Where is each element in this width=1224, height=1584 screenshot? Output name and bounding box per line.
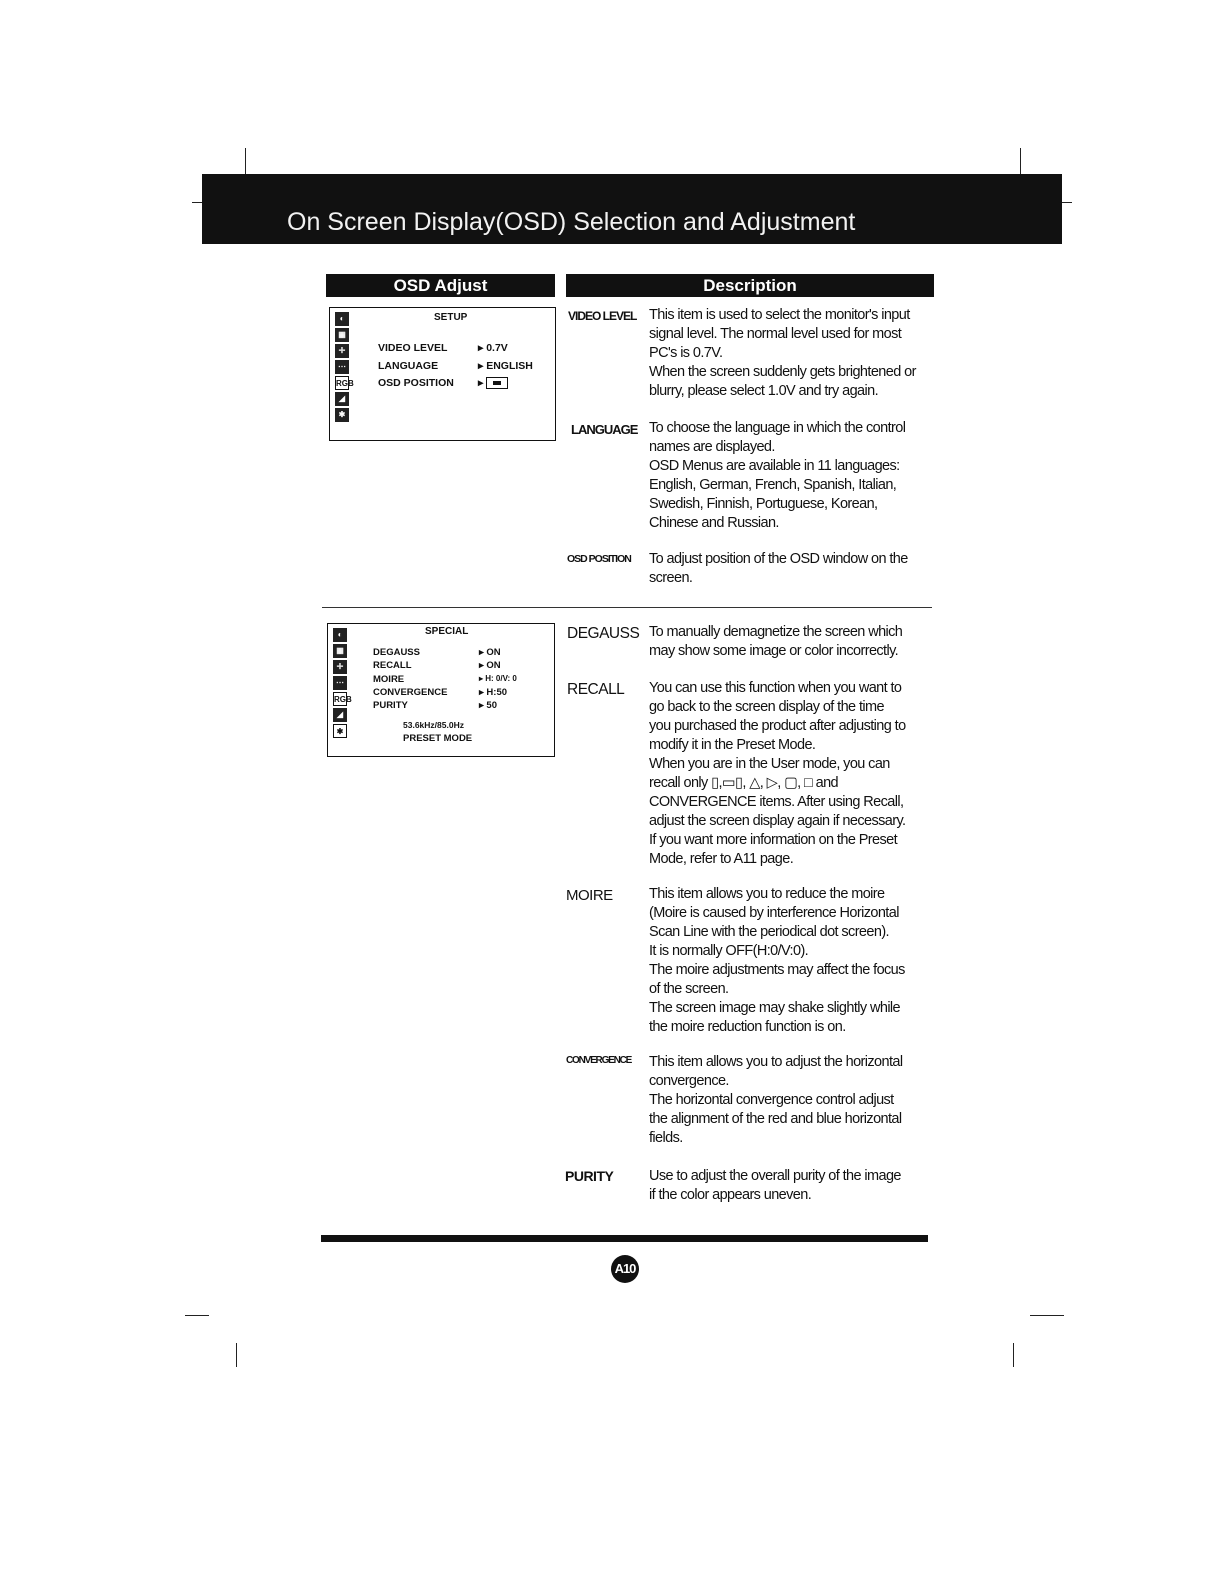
osd-label: RECALL (373, 660, 412, 671)
crop-mark (192, 202, 202, 203)
special-icon: ✱ (333, 724, 347, 738)
dots-icon: ⋯ (333, 676, 347, 690)
term-degauss: DEGAUSS (567, 625, 640, 642)
geometry-icon: ✛ (335, 344, 349, 358)
contrast-icon: ◐ (335, 312, 349, 326)
section-divider (322, 607, 932, 608)
osd-label: MOIRE (373, 674, 405, 685)
osd-label: CONVERGENCE (373, 687, 448, 698)
dots-icon: ⋯ (335, 360, 349, 374)
osd-label: DEGAUSS (373, 647, 420, 658)
desc-video-level: This item is used to select the monitor's input signal level. The normal level used for most PC's is 0.7V. When the screen suddenly gets brightened or blurry, please select 1.0V and try again. (649, 307, 916, 399)
crop-mark (1013, 1343, 1014, 1367)
term-convergence: CONVERGENCE (566, 1055, 632, 1066)
osd-value: ▸ ENGLISH (478, 360, 533, 372)
osd-value: ▸ (478, 377, 508, 389)
column-header-osd-adjust: OSD Adjust (326, 274, 555, 297)
osd-value: ▸ ON (479, 647, 501, 658)
osd-special-menu (327, 623, 555, 757)
osd-setup-menu (329, 307, 556, 441)
term-moire: MOIRE (566, 887, 613, 904)
osd-value: ▸ H: 0/V: 0 (479, 674, 517, 683)
page-number-badge: A10 (611, 1255, 639, 1283)
desc-recall: You can use this function when you want to go back to the screen display of the time you purchased the product after adjusting to modify it in the Preset Mode. When you are in the User mode, you can recall only ▯,▭▯, △, ▷, ▢, □ and CONVERGENCE items. After using Recall, adjust the screen display again if necessary. If you want more information on the Preset Mode, refer to A11 page. (649, 680, 906, 867)
osd-mode: PRESET MODE (403, 733, 473, 744)
position-icon: ◢ (333, 708, 347, 722)
osd-label: PURITY (373, 700, 408, 711)
osd-value: ▸ H:50 (479, 687, 508, 698)
osd-label: VIDEO LEVEL (378, 342, 448, 354)
crop-mark (185, 1315, 209, 1316)
osd-frequency: 53.6kHz/85.0Hz (403, 720, 464, 730)
term-video-level: VIDEO LEVEL (568, 309, 637, 323)
crop-mark (245, 148, 246, 174)
osd-value: ▸ 50 (479, 700, 497, 711)
osd-position-icon (486, 377, 508, 389)
column-header-description: Description (566, 274, 934, 297)
page-title: On Screen Display(OSD) Selection and Adjustment (287, 208, 856, 236)
osd-icon-strip (330, 308, 358, 440)
osd-label: LANGUAGE (378, 360, 439, 372)
crop-mark (1062, 202, 1072, 203)
image-icon: ▦ (333, 644, 347, 658)
desc-degauss: To manually demagnetize the screen which may show some image or color incorrectly. (649, 624, 903, 659)
desc-purity: Use to adjust the overall purity of the image if the color appears uneven. (649, 1168, 901, 1203)
desc-osd-position: To adjust position of the OSD window on the screen. (649, 551, 908, 586)
term-language: LANGUAGE (571, 422, 638, 437)
osd-setup-title: SETUP (434, 312, 468, 323)
term-osd-position: OSD POSITION (567, 553, 631, 565)
position-icon: ◢ (335, 392, 349, 406)
osd-value: ▸ 0.7V (478, 342, 508, 354)
title-bar (202, 174, 1062, 244)
geometry-icon: ✛ (333, 660, 347, 674)
contrast-icon: ◐ (333, 628, 347, 642)
term-recall: RECALL (567, 681, 625, 698)
desc-moire: This item allows you to reduce the moire (Moire is caused by interference Horizontal Scan Line with the periodical dot screen). It is normally OFF(H:0/V:0). The moire adjustments may affect the focus of the screen. The screen image may shake slightly while the moire reduction function is on. (649, 886, 905, 1035)
osd-special-title: SPECIAL (425, 626, 469, 637)
crop-mark (236, 1343, 237, 1367)
osd-value: ▸ ON (479, 660, 501, 671)
special-icon: ✱ (335, 408, 349, 422)
crop-mark (1020, 148, 1021, 174)
osd-icon-strip (328, 624, 356, 756)
rgb-icon: RGB (335, 376, 349, 390)
image-icon: ▦ (335, 328, 349, 342)
rgb-icon: RGB (333, 692, 347, 706)
term-purity: PURITY (565, 1168, 614, 1184)
footer-bar (321, 1235, 928, 1242)
crop-mark (1030, 1315, 1064, 1316)
desc-convergence: This item allows you to adjust the horizontal convergence. The horizontal convergence control adjust the alignment of the red and blue horizontal fields. (649, 1054, 903, 1146)
desc-language: To choose the language in which the control names are displayed. OSD Menus are available in 11 languages: English, German, French, Spanish, Italian, Swedish, Finnish, Portuguese, Korean, Chinese and Russian. (649, 420, 906, 531)
osd-label: OSD POSITION (378, 377, 454, 389)
